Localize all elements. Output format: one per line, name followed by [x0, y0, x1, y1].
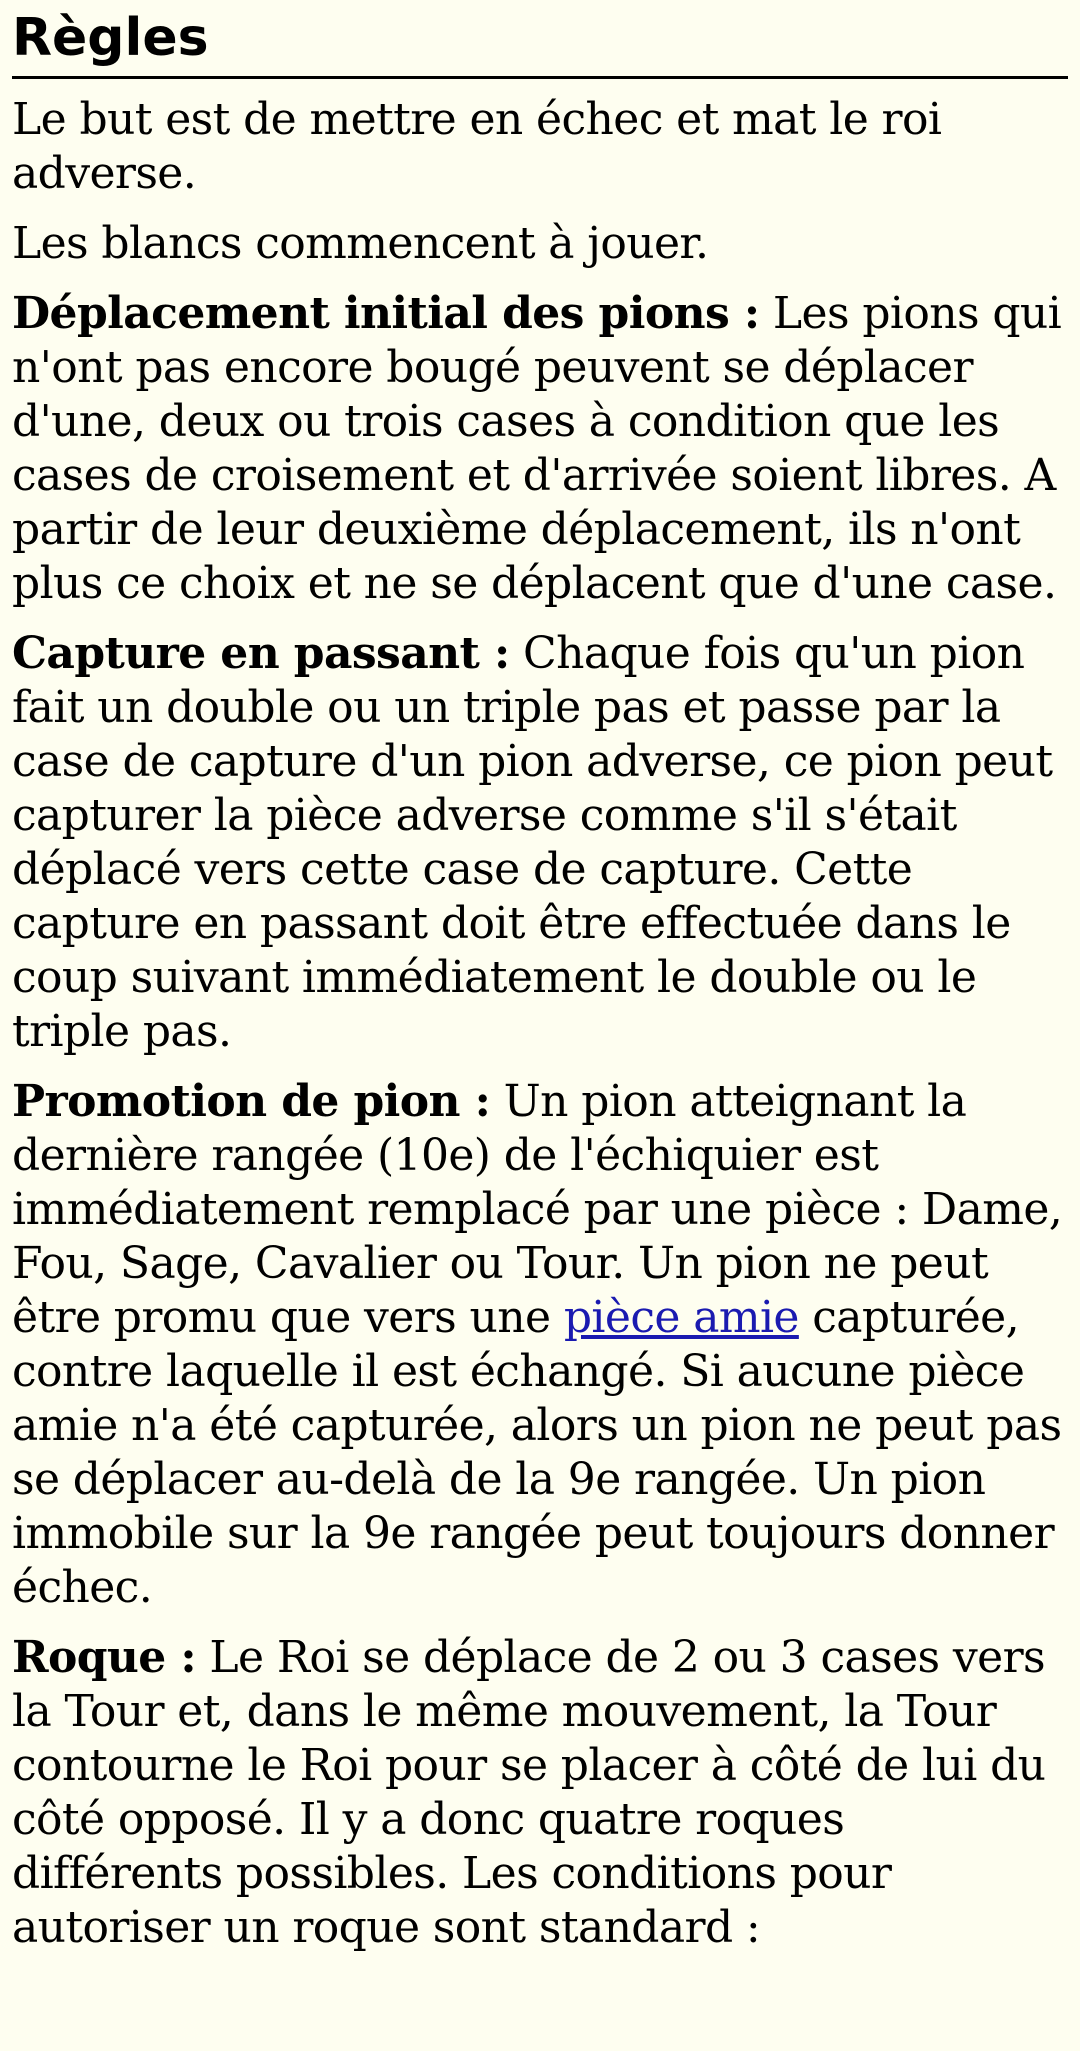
section-promotion	[12, 1075, 1068, 1615]
section-promotion-text-before: Un pion atteignant la dernière rangée (10e) de l'échiquier est immédiatement remplacé par une pièce : Dame, Fou, Sage, Cavalier ou Tour. Un pion ne peut être promu que vers une	[12, 1076, 1063, 1343]
page-title: Règles	[12, 10, 1068, 79]
section-en-passant-heading: Capture en passant :	[12, 628, 510, 679]
section-initial-move-text: Les pions qui n'ont pas encore bougé peuvent se déplacer d'une, deux ou trois cases à condition que les cases de croisement et d'arrivée soient libres. A partir de leur deuxième déplacement, ils n'ont plus ce choix et ne se déplacent que d'une case.	[12, 288, 1062, 609]
section-initial-move-heading: Déplacement initial des pions :	[12, 288, 760, 339]
intro-first-move: Les blancs commencent à jouer.	[12, 218, 709, 269]
section-promotion-text-after: capturée, contre laquelle il est échangé. Si aucune pièce amie n'a été capturée, alors un pion ne peut pas se déplacer au-delà de la 9e rangée. Un pion immobile sur la 9e rangée peut toujours donner échec.	[12, 1292, 1062, 1613]
section-castling	[12, 1631, 1068, 1955]
section-castling-text: Le Roi se déplace de 2 ou 3 cases vers la Tour et, dans le même mouvement, la Tour contourne le Roi pour se placer à côté de lui du côté opposé. Il y a donc quatre roques différents possibles. Les conditions pour autoriser un roque sont standard :	[12, 1632, 1046, 1953]
friendly-piece-link[interactable]: pièce amie	[563, 1292, 799, 1343]
section-promotion-heading: Promotion de pion :	[12, 1076, 491, 1127]
section-en-passant-text: Chaque fois qu'un pion fait un double ou un triple pas et passe par la case de capture d'un pion adverse, ce pion peut capturer la pièce adverse comme s'il s'était déplacé vers cette case de capture. Cette capture en passant doit être effectuée dans le coup suivant immédiatement le double ou le triple pas.	[12, 628, 1053, 1057]
intro-goal: Le but est de mettre en échec et mat le roi adverse.	[12, 94, 942, 199]
section-castling-heading: Roque :	[12, 1632, 197, 1683]
rules-page	[0, 10, 1080, 1955]
section-en-passant	[12, 627, 1068, 1059]
section-initial-move	[12, 287, 1068, 611]
